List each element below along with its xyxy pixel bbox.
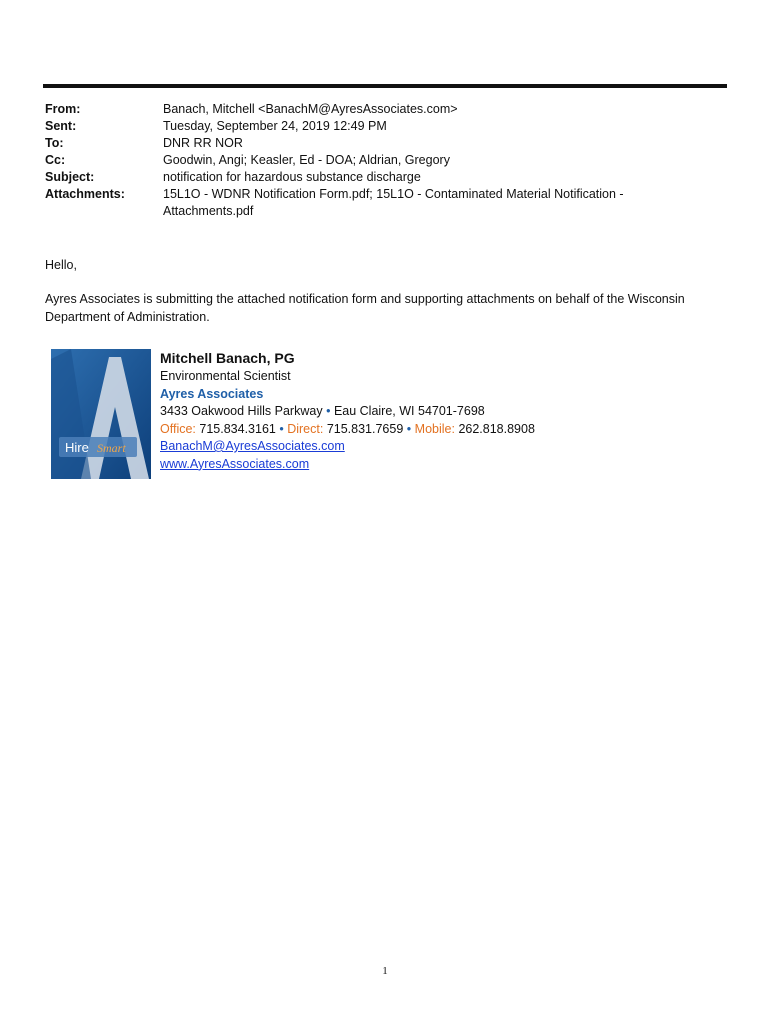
attachments-value[interactable]: 15L1O - WDNR Notification Form.pdf; 15L1O - Contaminated Material Notification - Attachments.pdf — [163, 187, 624, 218]
direct-label: Direct: — [287, 421, 324, 436]
page-number: 1 — [382, 965, 388, 977]
body-paragraph: Ayres Associates is submitting the attached notification form and supporting attachments on behalf of the Wisconsin Department of Administration. — [45, 292, 685, 324]
cc-row — [45, 152, 643, 169]
from-label: From: — [45, 102, 81, 116]
from-value: Banach, Mitchell <BanachM@AyresAssociates.com> — [163, 102, 458, 116]
subject-value: notification for hazardous substance discharge — [163, 170, 421, 184]
attachments-label: Attachments: — [45, 187, 125, 201]
mobile-number: 262.818.8908 — [458, 421, 535, 436]
to-row — [45, 135, 643, 152]
cc-value: Goodwin, Angi; Keasler, Ed - DOA; Aldrian, Gregory — [163, 153, 450, 167]
logo-smart-text: Smart — [97, 441, 126, 455]
sent-value: Tuesday, September 24, 2019 12:49 PM — [163, 119, 387, 133]
email-header — [45, 101, 643, 220]
mobile-label: Mobile: — [414, 421, 455, 436]
signature-address — [160, 403, 535, 421]
greeting: Hello, — [45, 258, 77, 272]
direct-number: 715.831.7659 — [326, 421, 404, 436]
logo-hire-text: Hire — [65, 440, 89, 455]
to-value: DNR RR NOR — [163, 136, 243, 150]
email-link[interactable]: BanachM@AyresAssociates.com — [160, 439, 345, 453]
bullet-separator: • — [406, 421, 412, 436]
bullet-separator: • — [326, 404, 331, 418]
bullet-separator: • — [279, 421, 284, 436]
sent-row — [45, 118, 643, 135]
subject-row — [45, 169, 643, 186]
cc-label: Cc: — [45, 153, 66, 167]
office-number: 715.834.3161 — [199, 421, 276, 436]
signature-name: Mitchell Banach, PG — [160, 350, 295, 366]
attachments-row — [45, 186, 643, 220]
office-label: Office: — [160, 421, 196, 436]
from-row — [45, 101, 643, 118]
to-label: To: — [45, 136, 64, 150]
sent-label: Sent: — [45, 119, 77, 133]
signature-title: Environmental Scientist — [160, 369, 291, 383]
signature-company: Ayres Associates — [160, 386, 264, 401]
ayres-logo — [51, 349, 151, 479]
header-rule — [43, 84, 727, 88]
signature-phones — [160, 421, 535, 439]
address-city: Eau Claire, WI 54701-7698 — [333, 404, 485, 418]
address-street: 3433 Oakwood Hills Parkway — [160, 404, 323, 418]
subject-label: Subject: — [45, 170, 95, 184]
website-link[interactable]: www.AyresAssociates.com — [160, 456, 310, 471]
email-signature — [160, 348, 535, 473]
